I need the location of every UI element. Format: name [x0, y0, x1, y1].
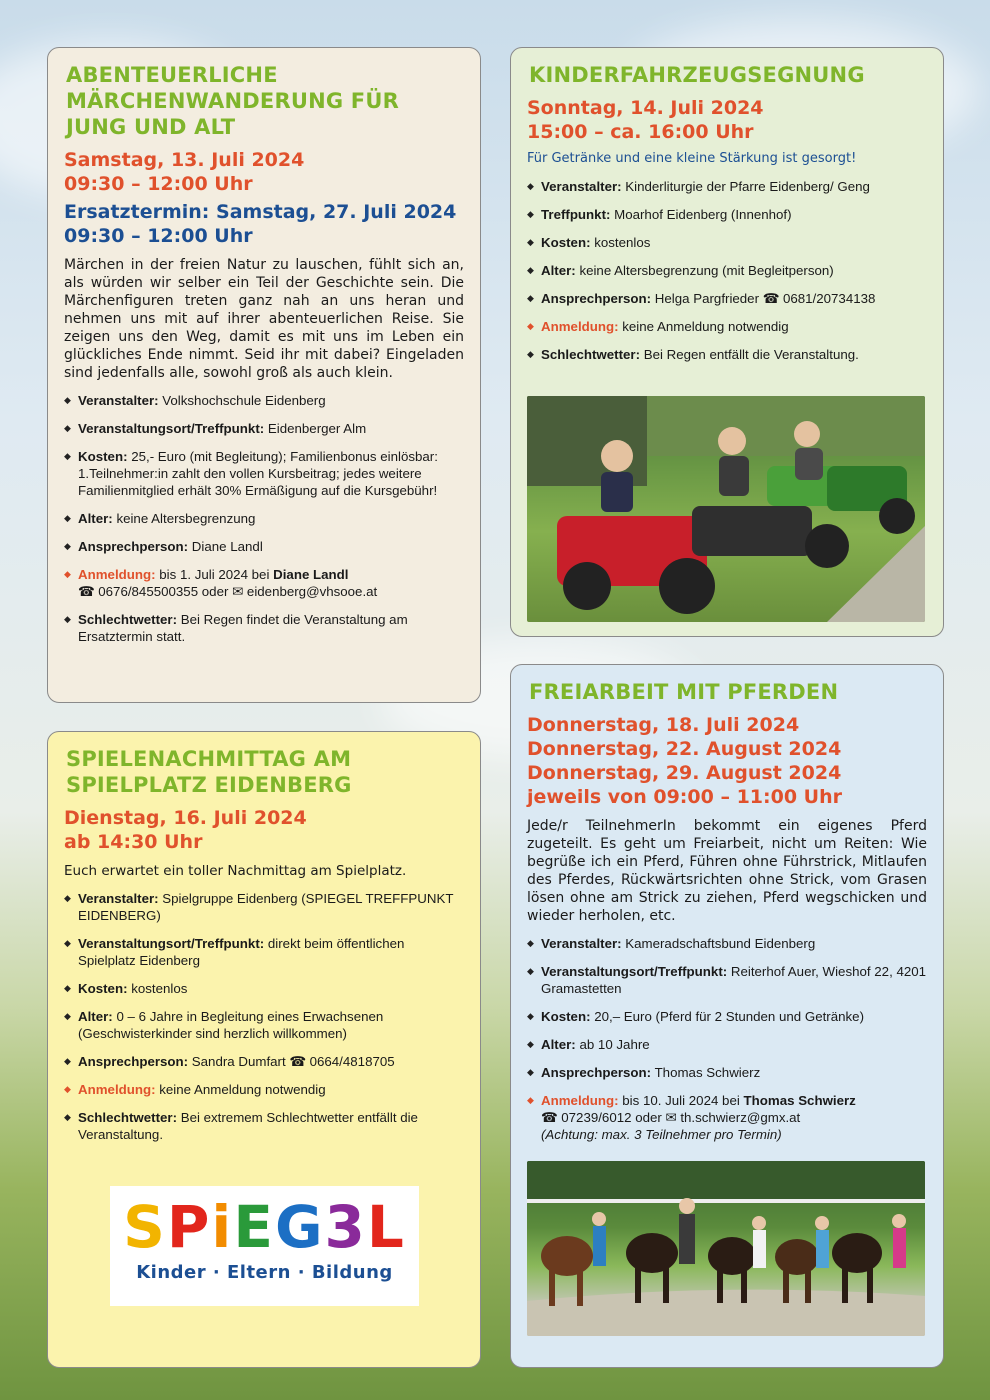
event-freiarbeit-pferde [510, 664, 944, 1368]
event-description: Märchen in der freien Natur zu lauschen, fühlt sich an, als würden wir selber ein Teil der Geschichte sein. Die Märchenfiguren treten ganz nah an uns heran und nehmen uns mit auf ihrer abenteuerlichen Reise. Sie zeigen uns den Weg, damit es mit uns im Leben ein glückliches Ende nimmt. Seid ihr mit dabei? Eingeladen sind jedenfalls alle, sowohl groß als auch klein. [64, 257, 464, 381]
fact-treffpunkt: ◆ Treffpunkt: Moarhof Eidenberg (Innenhof) [527, 206, 927, 223]
kids-tractors-photo [527, 396, 925, 622]
event-alt-date: Ersatztermin: Samstag, 27. Juli 2024 [64, 201, 457, 223]
fact-ort: ◆ Veranstaltungsort/Treffpunkt: direkt beim öffentlichen Spielplatz Eidenberg [64, 935, 464, 969]
event-title: FREIARBEIT MIT PFERDEN [529, 680, 839, 704]
event-kinderfahrzeugsegnung [510, 47, 944, 637]
event-time: 15:00 – ca. 16:00 Uhr [527, 121, 754, 143]
fact-ansprechperson: ◆ Ansprechperson: Sandra Dumfart ☎ 0664/4818705 [64, 1053, 464, 1070]
event-facts [64, 890, 464, 1143]
horses-photo [527, 1161, 925, 1336]
event-date: Dienstag, 16. Juli 2024 [64, 807, 307, 829]
event-time: ab 14:30 Uhr [64, 831, 203, 853]
fact-veranstalter: ◆ Veranstalter: Spielgruppe Eidenberg (SPIEGEL TREFFPUNKT EIDENBERG) [64, 890, 464, 924]
fact-kosten: ◆ Kosten: 20,– Euro (Pferd für 2 Stunden und Getränke) [527, 1008, 927, 1025]
fact-kosten: ◆ Kosten: kostenlos [64, 980, 464, 997]
fact-kosten: ◆ Kosten: 25,- Euro (mit Begleitung); Familienbonus einlösbar: 1.Teilnehmer:in zahlt den vollen Kursbeitrag; jedes weitere Familienmitglied erhält 30% Ermäßigung auf die Kursgebühr! [64, 448, 464, 499]
fact-ansprechperson: ◆ Ansprechperson: Diane Landl [64, 538, 464, 555]
event-alt-time: 09:30 – 12:00 Uhr [64, 225, 253, 247]
fact-schlechtwetter: ◆ Schlechtwetter: Bei Regen findet die Veranstaltung am Ersatztermin statt. [64, 611, 464, 645]
event-maerchenwanderung [47, 47, 481, 703]
spiegel-logo-word: SPiEG3L [123, 1193, 406, 1261]
event-intro: Euch erwartet ein toller Nachmittag am Spielplatz. [64, 863, 407, 879]
fact-ansprechperson: ◆ Ansprechperson: Thomas Schwierz [527, 1064, 927, 1081]
event-facts [527, 935, 927, 1143]
fact-schlechtwetter: ◆ Schlechtwetter: Bei extremem Schlechtwetter entfällt die Veranstaltung. [64, 1109, 464, 1143]
fact-ansprechperson: ◆ Ansprechperson: Helga Pargfrieder ☎ 0681/20734138 [527, 290, 927, 307]
horses-illustration [527, 1161, 925, 1336]
event-note: Für Getränke und eine kleine Stärkung ist gesorgt! [527, 151, 857, 166]
event-title: KINDERFAHRZEUGSEGNUNG [529, 63, 865, 87]
contact-info[interactable]: ☎ 07239/6012 oder ✉ th.schwierz@gmx.at [541, 1110, 801, 1125]
event-spielenachmittag [47, 731, 481, 1368]
fact-veranstalter: ◆ Veranstalter: Kinderliturgie der Pfarre Eidenberg/ Geng [527, 178, 927, 195]
contact-info[interactable]: ☎ 0676/845500355 oder ✉ eidenberg@vhsooe.at [78, 584, 378, 599]
spiegel-logo-subtitle: Kinder · Eltern · Bildung [136, 1262, 393, 1283]
fact-veranstalter: ◆ Veranstalter: Kameradschaftsbund Eidenberg [527, 935, 927, 952]
event-title: SPIELENACHMITTAG AM SPIELPLATZ EIDENBERG [66, 747, 352, 797]
fact-ort: ◆ Veranstaltungsort/Treffpunkt: Eidenberger Alm [64, 420, 464, 437]
spiegel-logo [110, 1186, 419, 1306]
event-date-2: Donnerstag, 22. August 2024 [527, 738, 842, 760]
participant-limit-note: (Achtung: max. 3 Teilnehmer pro Termin) [541, 1127, 782, 1142]
event-date: Sonntag, 14. Juli 2024 [527, 97, 764, 119]
fact-anmeldung: ◆ Anmeldung: bis 10. Juli 2024 bei Thomas Schwierz ☎ 07239/6012 oder ✉ th.schwierz@gmx.at (Achtung: max. 3 Teilnehmer pro Termin) [527, 1092, 927, 1143]
event-facts [527, 178, 927, 363]
event-date-1: Donnerstag, 18. Juli 2024 [527, 714, 800, 736]
kids-tractors-illustration [527, 396, 925, 622]
event-title: ABENTEUERLICHE MÄRCHENWANDERUNG FÜR JUNG UND ALT [66, 63, 399, 139]
fact-kosten: ◆ Kosten: kostenlos [527, 234, 927, 251]
fact-alter: ◆ Alter: keine Altersbegrenzung [64, 510, 464, 527]
event-facts [64, 392, 464, 645]
event-time: jeweils von 09:00 – 11:00 Uhr [527, 786, 842, 808]
fact-anmeldung: ◆ Anmeldung: keine Anmeldung notwendig [64, 1081, 464, 1098]
fact-anmeldung: ◆ Anmeldung: keine Anmeldung notwendig [527, 318, 927, 335]
event-date-3: Donnerstag, 29. August 2024 [527, 762, 842, 784]
fact-ort: ◆ Veranstaltungsort/Treffpunkt: Reiterhof Auer, Wieshof 22, 4201 Gramastetten [527, 963, 927, 997]
fact-alter: ◆ Alter: ab 10 Jahre [527, 1036, 927, 1053]
fact-alter: ◆ Alter: keine Altersbegrenzung (mit Begleitperson) [527, 262, 927, 279]
fact-alter: ◆ Alter: 0 – 6 Jahre in Begleitung eines Erwachsenen (Geschwisterkinder sind herzlich willkommen) [64, 1008, 464, 1042]
event-description: Jede/r TeilnehmerIn bekommt ein eigenes Pferd zugeteilt. Es geht um Freiarbeit, nicht um Reiten: Wie begrüße ich ein Pferd, Führen ohne Führstrick, Mitlaufen des Pferdes, Rückwärtsrichten ohne Strick, vom Grasen lösen ohne am Strick zu ziehen, Pferd wegschicken und wieder herholen, etc. [527, 818, 927, 924]
fact-veranstalter: ◆ Veranstalter: Volkshochschule Eidenberg [64, 392, 464, 409]
fact-schlechtwetter: ◆ Schlechtwetter: Bei Regen entfällt die Veranstaltung. [527, 346, 927, 363]
fact-anmeldung: ◆ Anmeldung: bis 1. Juli 2024 bei Diane Landl ☎ 0676/845500355 oder ✉ eidenberg@vhsooe.at [64, 566, 464, 600]
event-date: Samstag, 13. Juli 2024 [64, 149, 305, 171]
event-time: 09:30 – 12:00 Uhr [64, 173, 253, 195]
